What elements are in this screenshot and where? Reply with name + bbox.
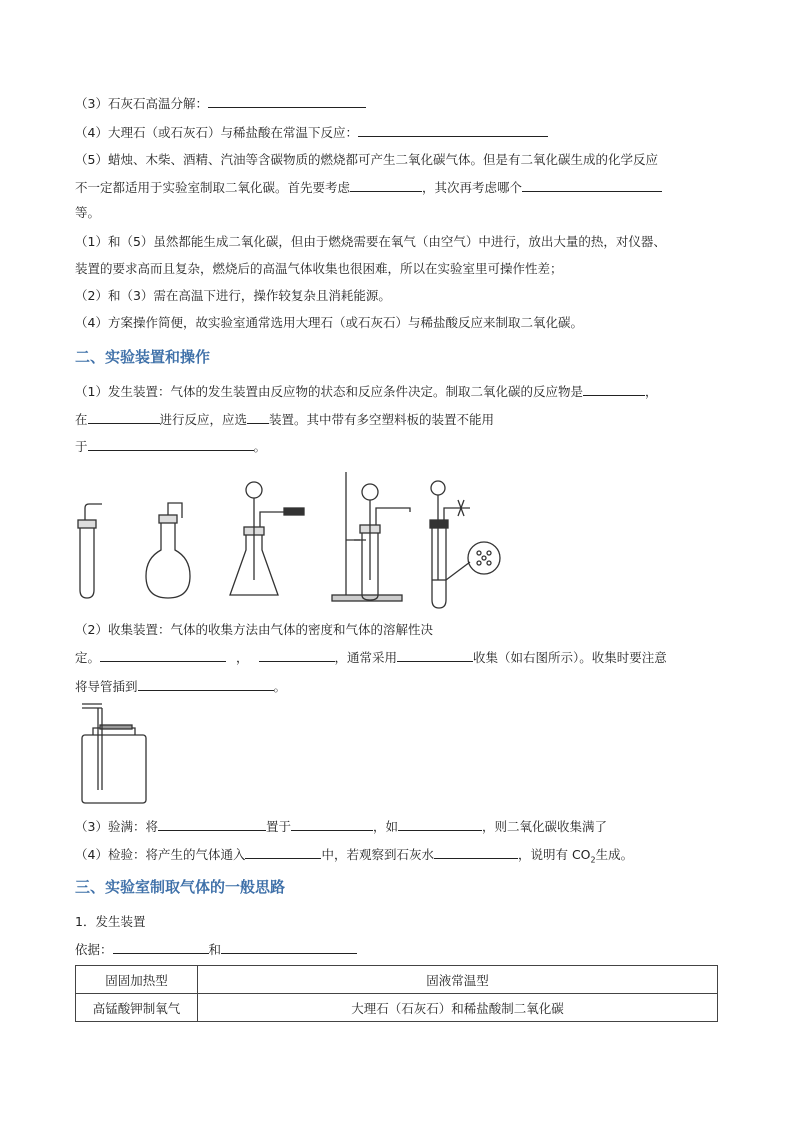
round-flask-apparatus [146,503,190,598]
text: ，其次再考虑哪个 [422,180,523,195]
answer-blank[interactable] [291,818,373,831]
subscript: 2 [590,855,596,865]
text: 1．发生装置 [75,914,146,929]
line-reaction-3 [75,95,366,112]
answer-blank[interactable] [434,846,518,859]
text: （1）和（5）虽然都能生成二氧化碳，但由于燃烧需要在氧气（由空气）中进行，放出大量的热，对仪器、 [75,234,666,249]
collection-bottle-figure [78,700,158,810]
note-1b [75,261,563,277]
text: （4）检验：将产生的气体通入 [75,847,246,862]
text: 进行反应，应选 [159,412,248,427]
conical-flask-apparatus [230,482,304,595]
text: 装置。其中带有多空塑料板的装置不能用 [269,412,495,427]
text: 收集（如右图所示）。收集时要注意 [473,650,667,665]
table-cell: 固液常温型 [198,966,718,994]
answer-blank[interactable] [583,383,645,396]
iron-stand-apparatus [332,472,410,601]
table-row [76,994,718,1022]
collection-line-c [75,678,286,695]
table-cell: 大理石（石灰石）和稀盐酸制二氧化碳 [198,994,718,1022]
note-4 [75,315,583,331]
text: （3）验满：将 [75,819,158,834]
answer-blank[interactable] [138,678,274,691]
text: ， [236,650,249,665]
generation-apparatus-figure [70,470,520,615]
generation-line-b [75,411,494,428]
verify-full-line [75,818,607,835]
collection-line-a [75,622,433,638]
line-reaction-5c [75,205,100,221]
text: （4）大理石（或石灰石）与稀盐酸在常温下反应： [75,125,358,140]
table-row [76,966,718,994]
text: 置于 [265,819,291,834]
text: ，说明有 CO [517,847,591,862]
text: 在 [75,412,88,427]
answer-blank[interactable] [397,649,473,662]
text: （5）蜡烛、木柴、酒精、汽油等含碳物质的燃烧都可产生二氧化碳气体。但是有二氧化碳生成的化学反应 [75,152,658,167]
section-title-2: 二、实验装置和操作 [75,348,211,366]
text: 中，若观察到石灰水 [321,847,434,862]
text: （3）石灰石高温分解： [75,96,208,111]
text: ，如 [372,819,398,834]
text: 依据： [75,942,113,957]
generation-line-a [75,383,657,400]
text: 生成。 [595,847,634,862]
answer-blank[interactable] [522,179,662,192]
table-cell: 高锰酸钾制氧气 [76,994,198,1022]
answer-blank[interactable] [221,941,357,954]
line-reaction-4 [75,124,548,141]
answer-blank[interactable] [245,846,321,859]
answer-blank[interactable] [358,124,548,137]
text: ， [644,384,658,399]
answer-blank[interactable] [350,179,422,192]
text: 将导管插到 [75,679,138,694]
text: 定。 [75,650,101,665]
text: 装置的要求高而且复杂，燃烧后的高温气体收集也很困难，所以在实验室里可操作性差； [75,261,563,276]
answer-blank[interactable] [259,649,335,662]
text: （2）收集装置：气体的收集方法由气体的密度和气体的溶解性决 [75,622,433,637]
text: （2）和（3）需在高温下进行，操作较复杂且消耗能源。 [75,288,391,303]
answer-blank[interactable] [113,941,209,954]
porous-plate-apparatus [430,481,500,608]
answer-blank[interactable] [398,818,482,831]
test-tube-apparatus [78,504,102,598]
answer-blank[interactable] [208,95,366,108]
collection-line-b [75,649,667,666]
text: （1）发生装置：气体的发生装置由反应物的状态和反应条件决定。制取二氧化碳的反应物是 [75,384,583,399]
section-title-3: 三、实验室制取气体的一般思路 [75,878,286,896]
text: 。 [253,439,267,454]
generation-line-c [75,438,266,455]
text: （4）方案操作简便，故实验室通常选用大理石（或石灰石）与稀盐酸反应来制取二氧化碳。 [75,315,583,330]
text: ，通常采用 [334,650,398,665]
subsection-1 [75,914,145,930]
text: 等。 [75,205,101,220]
line-reaction-5a [75,152,658,168]
answer-blank[interactable] [88,438,254,451]
text: 和 [208,942,222,957]
basis-line [75,941,357,958]
text: 。 [273,679,287,694]
note-2 [75,288,391,304]
answer-blank[interactable] [100,649,226,662]
text: 不一定都适用于实验室制取二氧化碳。首先要考虑 [75,180,351,195]
note-1a [75,234,666,250]
test-line [75,846,633,869]
apparatus-type-table [75,965,718,1022]
answer-blank[interactable] [88,411,160,424]
line-reaction-5b [75,179,662,196]
table-cell: 固固加热型 [76,966,198,994]
answer-blank[interactable] [158,818,266,831]
text: 于 [75,439,88,454]
text: ，则二氧化碳收集满了 [482,819,608,834]
answer-blank[interactable] [247,411,269,424]
